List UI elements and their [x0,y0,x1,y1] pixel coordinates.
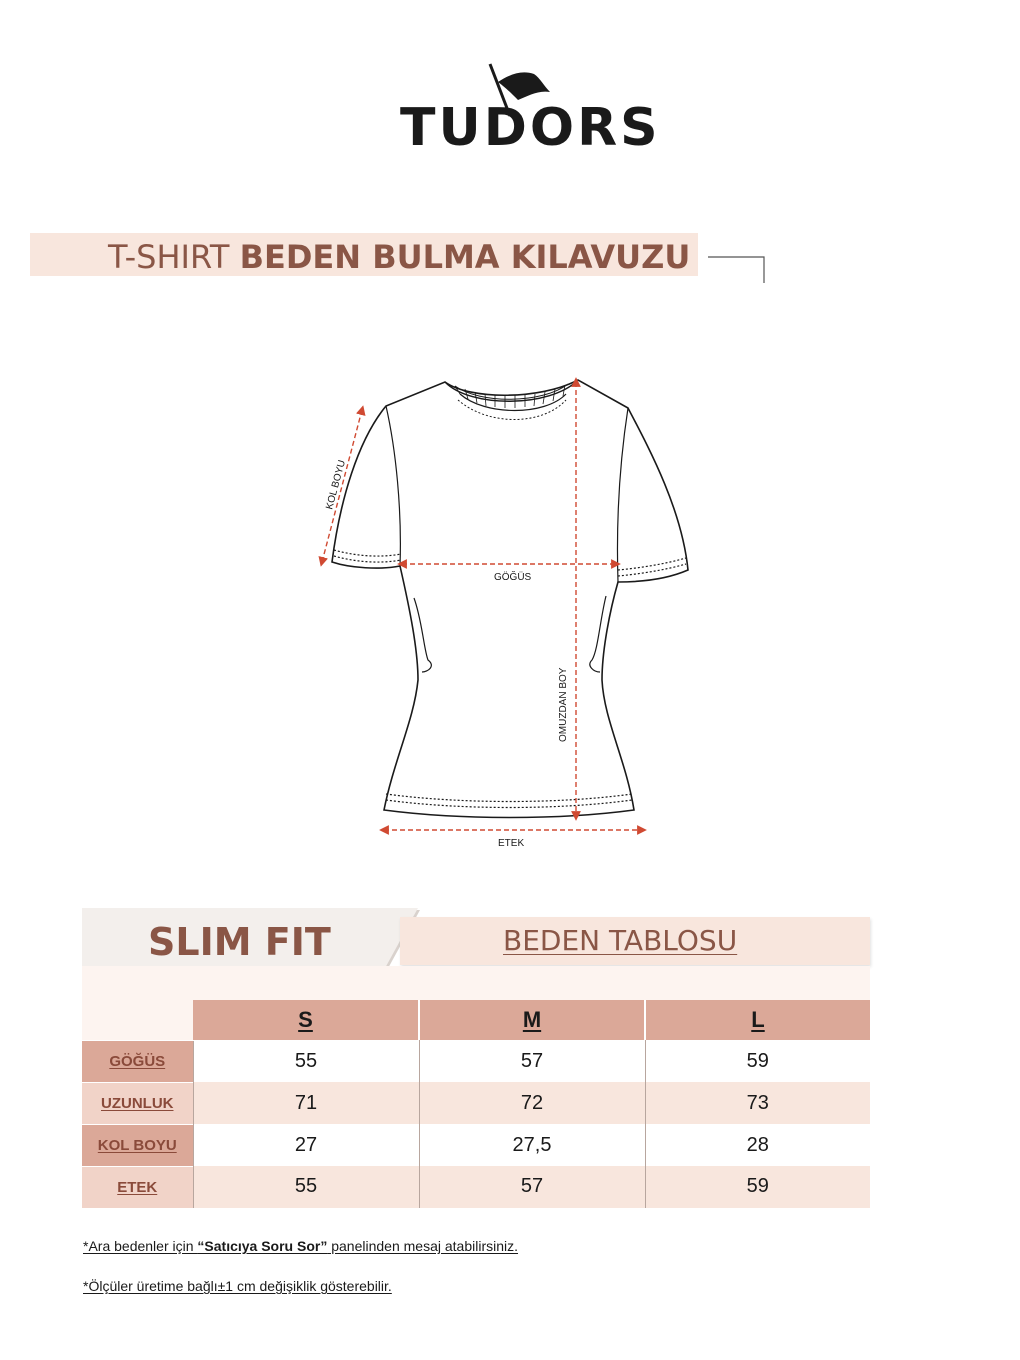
table-cell: 59 [645,1166,870,1208]
table-cell: 73 [645,1082,870,1124]
note1-prefix: *Ara bedenler için [83,1238,198,1254]
table-cell: 55 [193,1166,419,1208]
length-label: OMUZDAN BOY [558,667,569,742]
title-bold: BEDEN BULMA KILAVUZU [239,238,691,276]
note1-suffix: panelinden mesaj atabilirsiniz. [327,1238,519,1254]
hem-label: ETEK [498,838,525,849]
table-cell: 59 [645,1040,870,1082]
note-intermediate-sizes [83,1238,518,1254]
chest-label: GÖĞÜS [494,572,532,583]
table-cell: 55 [193,1040,419,1082]
row-label: KOL BOYU [82,1124,193,1166]
table-corner [82,1000,193,1040]
table-cell: 27,5 [419,1124,645,1166]
brand-logo [400,60,661,160]
table-cell: 27 [193,1124,419,1166]
table-cell: 72 [419,1082,645,1124]
size-table [82,1000,870,1208]
tshirt-diagram [310,360,700,860]
size-header-s: S [193,1000,419,1040]
table-row [82,1082,870,1124]
note1-bold: “Satıcıya Soru Sor” [197,1238,328,1254]
page-title [108,237,690,277]
brand-name: TUDORS [400,98,661,158]
row-label: UZUNLUK [82,1082,193,1124]
row-label: ETEK [82,1166,193,1208]
size-header-l: L [645,1000,870,1040]
tshirt-outline [332,380,688,818]
title-light: T-SHIRT [108,238,240,276]
table-row [82,1124,870,1166]
sleeve-label: KOL BOYU [324,458,349,511]
table-row [82,1040,870,1082]
row-label: GÖĞÜS [82,1040,193,1082]
table-row [82,1166,870,1208]
corner-mark [708,256,766,284]
table-cell: 57 [419,1040,645,1082]
table-title: BEDEN TABLOSU [503,924,738,957]
note-tolerance: *Ölçüler üretime bağlı±1 cm değişiklik gösterebilir. [83,1278,392,1294]
table-cell: 71 [193,1082,419,1124]
table-cell: 57 [419,1166,645,1208]
size-header-m: M [419,1000,645,1040]
table-cell: 28 [645,1124,870,1166]
fit-label: SLIM FIT [148,920,331,964]
size-header-row [82,1000,870,1040]
